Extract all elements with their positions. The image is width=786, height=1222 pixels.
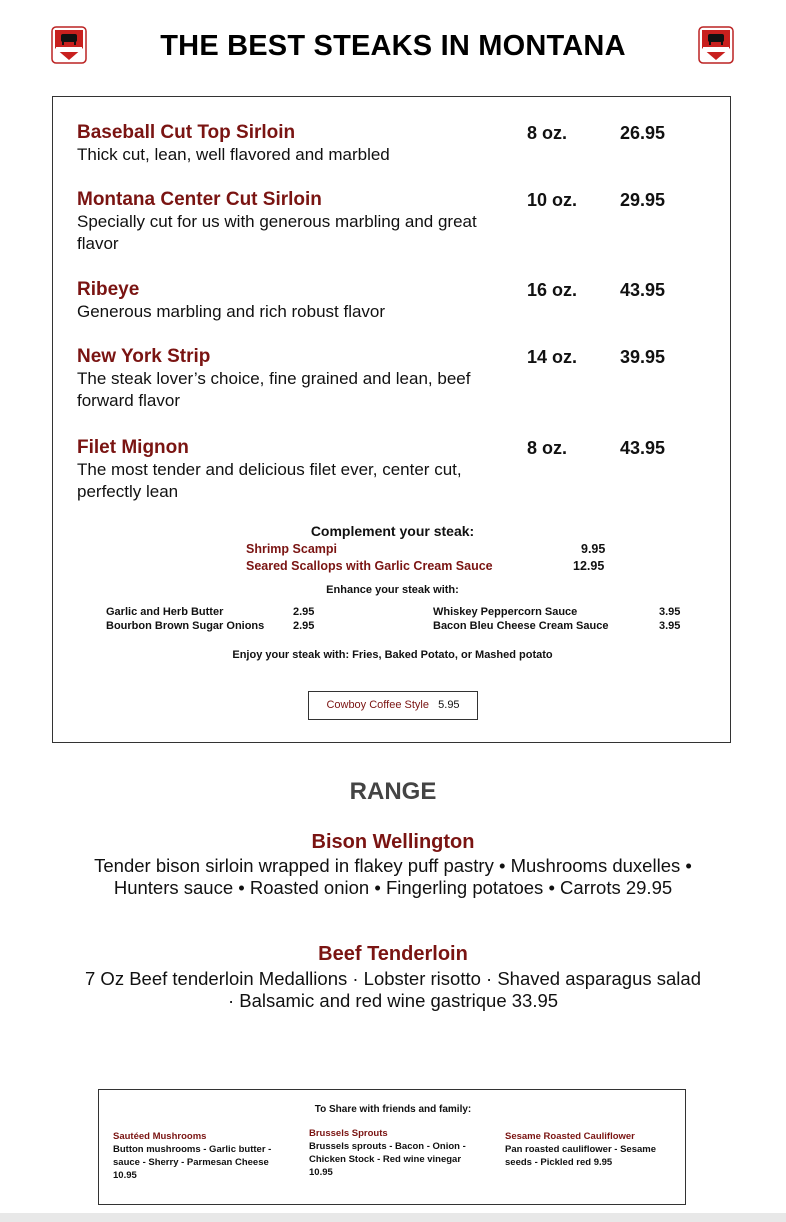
certified-angus-beef-logo-right	[698, 26, 734, 64]
cowboy-coffee-box	[308, 691, 478, 720]
enhance-item-price: 3.95	[659, 606, 681, 618]
enhance-item-name: Garlic and Herb Butter	[106, 606, 224, 618]
share-item-name: Brussels Sprouts	[309, 1128, 388, 1139]
share-item-description: Pan roasted cauliflower - Sesame seeds - Pickled red 9.95	[505, 1144, 657, 1168]
steak-description: Specially cut for us with generous marbling and great flavor	[77, 212, 477, 253]
enjoy-sides-text: Enjoy your steak with: Fries, Baked Potato, or Mashed potato	[232, 649, 553, 661]
cowboy-coffee-price: 5.95	[438, 699, 460, 711]
steak-name: New York Strip	[77, 346, 211, 367]
steak-description: Generous marbling and rich robust flavor	[77, 302, 386, 321]
steak-name: Ribeye	[77, 279, 140, 300]
steak-size: 14 oz.	[527, 347, 578, 367]
share-item	[505, 1130, 680, 1169]
range-item-description: 7 Oz Beef tenderloin Medallions · Lobster risotto · Shaved asparagus salad · Balsamic and red wine gastrique 33.95	[85, 968, 701, 1011]
share-box	[98, 1089, 686, 1205]
steak-item	[77, 437, 697, 503]
complement-title: Complement your steak:	[310, 523, 475, 539]
enhance-title: Enhance your steak with:	[326, 584, 459, 596]
share-item-description: Brussels sprouts - Bacon - Onion - Chicken Stock - Red wine vinegar 10.95	[309, 1141, 466, 1178]
share-item-name: Sautéed Mushrooms	[113, 1131, 207, 1142]
steak-item	[77, 122, 697, 166]
page-title: THE BEST STEAKS IN MONTANA	[160, 30, 626, 62]
steak-description: Thick cut, lean, well flavored and marbled	[77, 145, 390, 164]
enhance-item-name: Bourbon Brown Sugar Onions	[106, 620, 265, 632]
steak-size: 10 oz.	[527, 190, 578, 210]
share-item	[113, 1130, 293, 1182]
steak-item	[77, 279, 697, 323]
share-title: To Share with friends and family:	[314, 1104, 472, 1115]
enhance-item-price: 3.95	[659, 620, 681, 632]
steak-menu-box	[52, 96, 731, 743]
range-item-description: Tender bison sirloin wrapped in flakey puff pastry • Mushrooms duxelles • Hunters sauce • Roasted onion • Fingerling potatoes • Carrots 29.95	[94, 855, 692, 898]
steak-description: The steak lover’s choice, fine grained and lean, beef forward flavor	[77, 369, 471, 410]
steak-price: 26.95	[620, 123, 666, 143]
page-bottom-edge	[0, 1213, 786, 1222]
steak-description: The most tender and delicious filet ever, center cut, perfectly lean	[77, 460, 462, 501]
share-item	[309, 1127, 484, 1179]
steak-name: Filet Mignon	[77, 437, 189, 458]
range-section-title: RANGE	[349, 778, 437, 805]
steak-name: Baseball Cut Top Sirloin	[77, 122, 296, 143]
steak-price: 29.95	[620, 190, 666, 210]
steak-size: 8 oz.	[527, 123, 568, 143]
steak-item	[77, 189, 697, 255]
enhance-item-price: 2.95	[293, 620, 315, 632]
steak-price: 39.95	[620, 347, 666, 367]
complement-item-price: 9.95	[581, 542, 606, 556]
enhance-item-name: Bacon Bleu Cheese Cream Sauce	[433, 620, 609, 632]
steak-name: Montana Center Cut Sirloin	[77, 189, 322, 210]
steak-size: 16 oz.	[527, 280, 578, 300]
share-item-name: Sesame Roasted Cauliflower	[505, 1131, 635, 1142]
enhance-item-name: Whiskey Peppercorn Sauce	[433, 606, 578, 618]
complement-item-name: Seared Scallops with Garlic Cream Sauce	[246, 559, 493, 573]
cowboy-coffee-name: Cowboy Coffee Style	[326, 699, 429, 711]
complement-item-price: 12.95	[573, 559, 605, 573]
steak-item	[77, 346, 697, 412]
steak-price: 43.95	[620, 438, 666, 458]
range-item-name: Bison Wellington	[311, 831, 475, 853]
complement-item-name: Shrimp Scampi	[246, 542, 337, 556]
share-item-description: Button mushrooms - Garlic butter - sauce - Sherry - Parmesan Cheese 10.95	[113, 1144, 272, 1181]
enhance-item-price: 2.95	[293, 606, 315, 618]
steak-size: 8 oz.	[527, 438, 568, 458]
steak-price: 43.95	[620, 280, 666, 300]
range-item-name: Beef Tenderloin	[318, 943, 468, 965]
